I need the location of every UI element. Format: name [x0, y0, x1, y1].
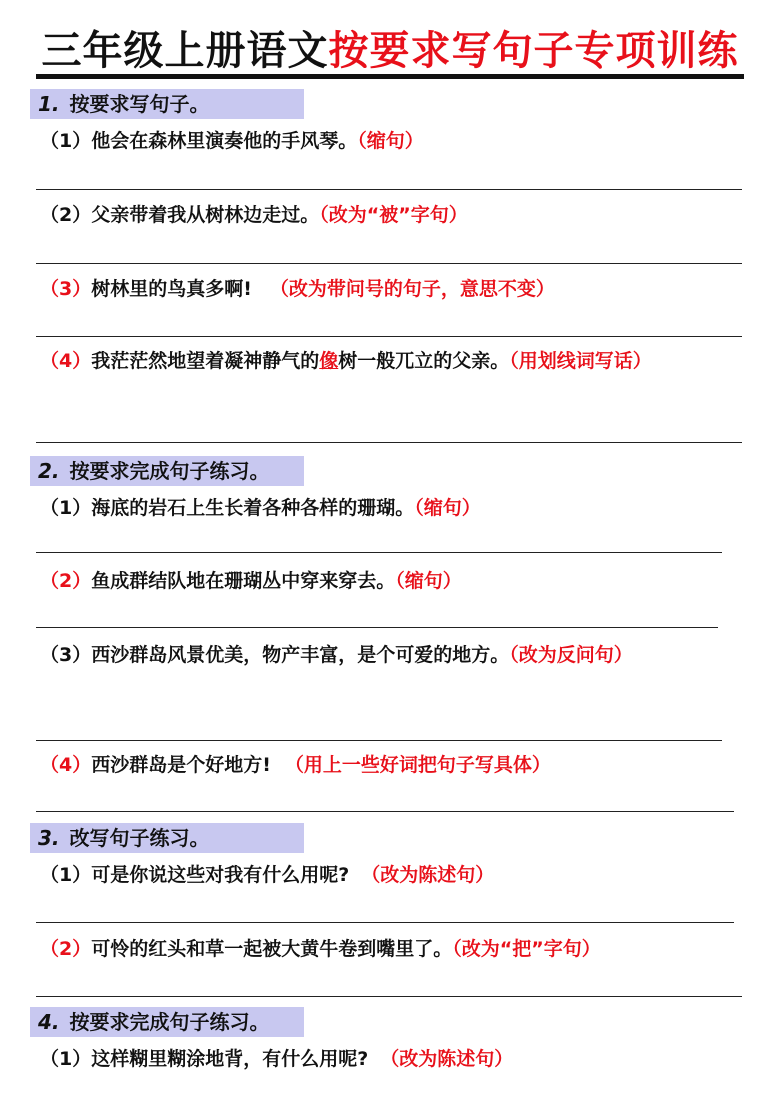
question-number: （4） [40, 350, 92, 372]
answer-line[interactable] [36, 996, 742, 997]
page-title-black: 三年级上册语文 [41, 27, 329, 74]
section-label: 改写句子练习。 [69, 826, 210, 850]
question-number: （2） [40, 570, 92, 592]
question-hint: （缩句） [357, 130, 424, 152]
question-text: 鱼成群结队地在珊瑚丛中穿来穿去。 [91, 570, 396, 592]
answer-line[interactable] [36, 552, 722, 553]
answer-line[interactable] [36, 442, 742, 443]
question-1-2 [40, 198, 468, 232]
question-number: （1） [40, 130, 92, 152]
question-hint: （缩句） [395, 570, 462, 592]
page-title [0, 26, 780, 76]
question-2-4 [40, 748, 551, 782]
section-number: 3. [38, 826, 60, 850]
answer-line[interactable] [36, 336, 742, 337]
question-4-1 [40, 1042, 513, 1076]
question-hint: （改为带问号的句子，意思不变） [269, 278, 555, 300]
question-text: 可怜的红头和草一起被大黄牛卷到嘴里了。 [91, 938, 453, 960]
question-hint: （缩句） [414, 497, 481, 519]
question-text: 可是你说这些对我有什么用呢? [91, 864, 350, 886]
question-1-1 [40, 124, 424, 158]
question-text: 西沙群岛是个好地方! [91, 754, 271, 776]
section-label: 按要求完成句子练习。 [69, 459, 270, 483]
question-number: （4） [40, 754, 92, 776]
section-label: 按要求写句子。 [69, 92, 210, 116]
answer-line[interactable] [36, 922, 734, 923]
question-number: （2） [40, 204, 92, 226]
question-3-2 [40, 932, 601, 966]
section-4-header [30, 1007, 304, 1037]
answer-line[interactable] [36, 189, 742, 190]
question-hint: （改为“把”字句） [452, 938, 601, 960]
page-title-red: 按要求写句子专项训练 [328, 27, 739, 74]
question-1-3 [40, 272, 555, 306]
question-number: （2） [40, 938, 92, 960]
question-number: （1） [40, 1048, 92, 1070]
question-hint: （改为反问句） [509, 644, 633, 666]
question-text: 他会在森林里演奏他的手风琴。 [91, 130, 358, 152]
question-text: 树一般兀立的父亲。 [338, 350, 510, 372]
answer-line[interactable] [36, 740, 722, 741]
section-3-header [30, 823, 304, 853]
title-rule [36, 74, 744, 79]
section-2-header [30, 456, 304, 486]
question-hint: （改为陈述句） [361, 864, 495, 886]
question-hint: （用上一些好词把句子写具体） [284, 754, 551, 776]
question-2-2 [40, 564, 462, 598]
question-number: （3） [40, 644, 92, 666]
question-2-1 [40, 491, 481, 525]
question-text: 西沙群岛风景优美，物产丰富，是个可爱的地方。 [91, 644, 510, 666]
question-2-3 [40, 638, 740, 672]
question-text: 这样糊里糊涂地背，有什么用呢? [91, 1048, 369, 1070]
section-label: 按要求完成句子练习。 [69, 1010, 270, 1034]
section-number: 1. [38, 92, 60, 116]
question-number: （1） [40, 864, 92, 886]
question-text: 我茫茫然地望着凝神静气的 [91, 350, 320, 372]
underlined-word: 像 [319, 350, 339, 372]
question-text: 树林里的鸟真多啊! [91, 278, 252, 300]
question-hint: （用划线词写话） [509, 350, 652, 372]
section-number: 2. [38, 459, 60, 483]
question-hint: （改为“被”字句） [319, 204, 468, 226]
question-number: （3） [40, 278, 92, 300]
answer-line[interactable] [36, 811, 734, 812]
question-text: 父亲带着我从树林边走过。 [91, 204, 320, 226]
section-number: 4. [38, 1010, 60, 1034]
question-text: 海底的岩石上生长着各种各样的珊瑚。 [91, 497, 415, 519]
section-1-header [30, 89, 304, 119]
question-number: （1） [40, 497, 92, 519]
question-hint: （改为陈述句） [380, 1048, 514, 1070]
answer-line[interactable] [36, 627, 718, 628]
answer-line[interactable] [36, 263, 742, 264]
question-3-1 [40, 858, 494, 892]
question-1-4 [40, 344, 740, 378]
